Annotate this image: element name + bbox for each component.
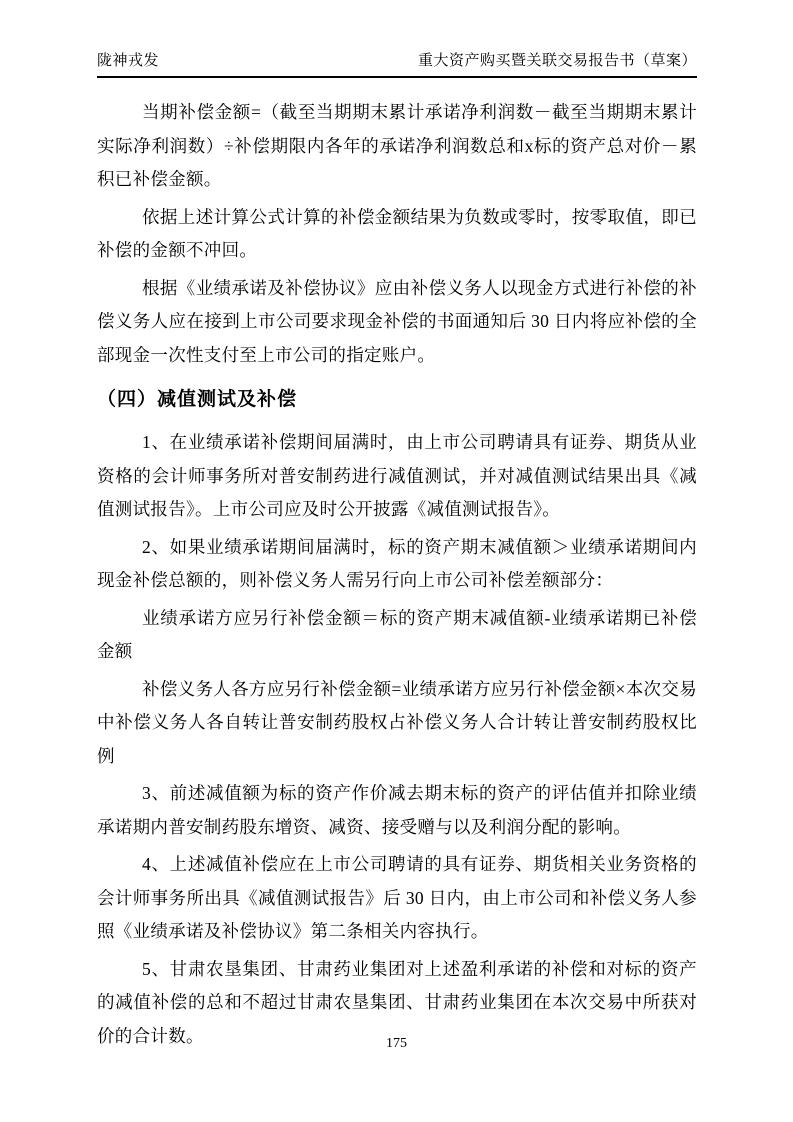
paragraph-compensation-formula: 当期补偿金额=（截至当期期末累计承诺净利润数－截至当期期末累计实际净利润数）÷补偿期限内各年的承诺净利润数总和x标的资产总对价－累积已补偿金额。 <box>97 102 697 189</box>
page-footer <box>0 1036 793 1052</box>
paragraph-item-2: 2、如果业绩承诺期间届满时，标的资产期末减值额＞业绩承诺期间内现金补偿总额的，则补偿义务人需另行向上市公司补偿差额部分： <box>97 536 697 590</box>
page-header <box>97 49 697 78</box>
header-report-title: 重大资产购买暨关联交易报告书（草案） <box>417 53 697 69</box>
paragraph-formula-obligor-share: 补偿义务人各方应另行补偿金额=业绩承诺方应另行补偿金额×本次交易中补偿义务人各自转让普安制药股权占补偿义务人合计转让普安制药股权比例 <box>97 678 697 766</box>
paragraph-item-1: 1、在业绩承诺补偿期间届满时，由上市公司聘请具有证券、期货从业资格的会计师事务所对普安制药进行减值测试，并对减值测试结果出具《减值测试报告》。上市公司应及时公开披露《减值测试报告》。 <box>97 432 697 519</box>
paragraph-item-3: 3、前述减值额为标的资产作价减去期末标的资产的评估值并扣除业绩承诺期内普安制药股东增资、减资、接受赠与以及利润分配的影响。 <box>97 783 697 837</box>
paragraph-formula-additional-compensation: 业绩承诺方应另行补偿金额＝标的资产期末减值额-业绩承诺期已补偿金额 <box>97 607 697 661</box>
paragraph-cash-payment-deadline: 根据《业绩承诺及补偿协议》应由补偿义务人以现金方式进行补偿的补偿义务人应在接到上市公司要求现金补偿的书面通知后 30 日内将应补偿的全部现金一次性支付至上市公司的指定账户。 <box>97 277 697 365</box>
page-number: 175 <box>386 1036 407 1051</box>
document-body <box>97 96 697 1057</box>
paragraph-negative-or-zero-rule: 依据上述计算公式计算的补偿金额结果为负数或零时，按零取值，即已补偿的金额不冲回。 <box>97 206 697 260</box>
section-heading-impairment-test: （四）减值测试及补偿 <box>97 389 298 410</box>
paragraph-item-5: 5、甘肃农垦集团、甘肃药业集团对上述盈利承诺的补偿和对标的资产的减值补偿的总和不超过甘肃农垦集团、甘肃药业集团在本次交易中所获对价的合计数。 <box>97 958 697 1046</box>
header-company-name: 陇神戎发 <box>97 53 160 69</box>
paragraph-item-4: 4、上述减值补偿应在上市公司聘请的具有证券、期货相关业务资格的会计师事务所出具《减值测试报告》后 30 日内，由上市公司和补偿义务人参照《业绩承诺及补偿协议》第二条相关内容执行。 <box>97 854 697 941</box>
